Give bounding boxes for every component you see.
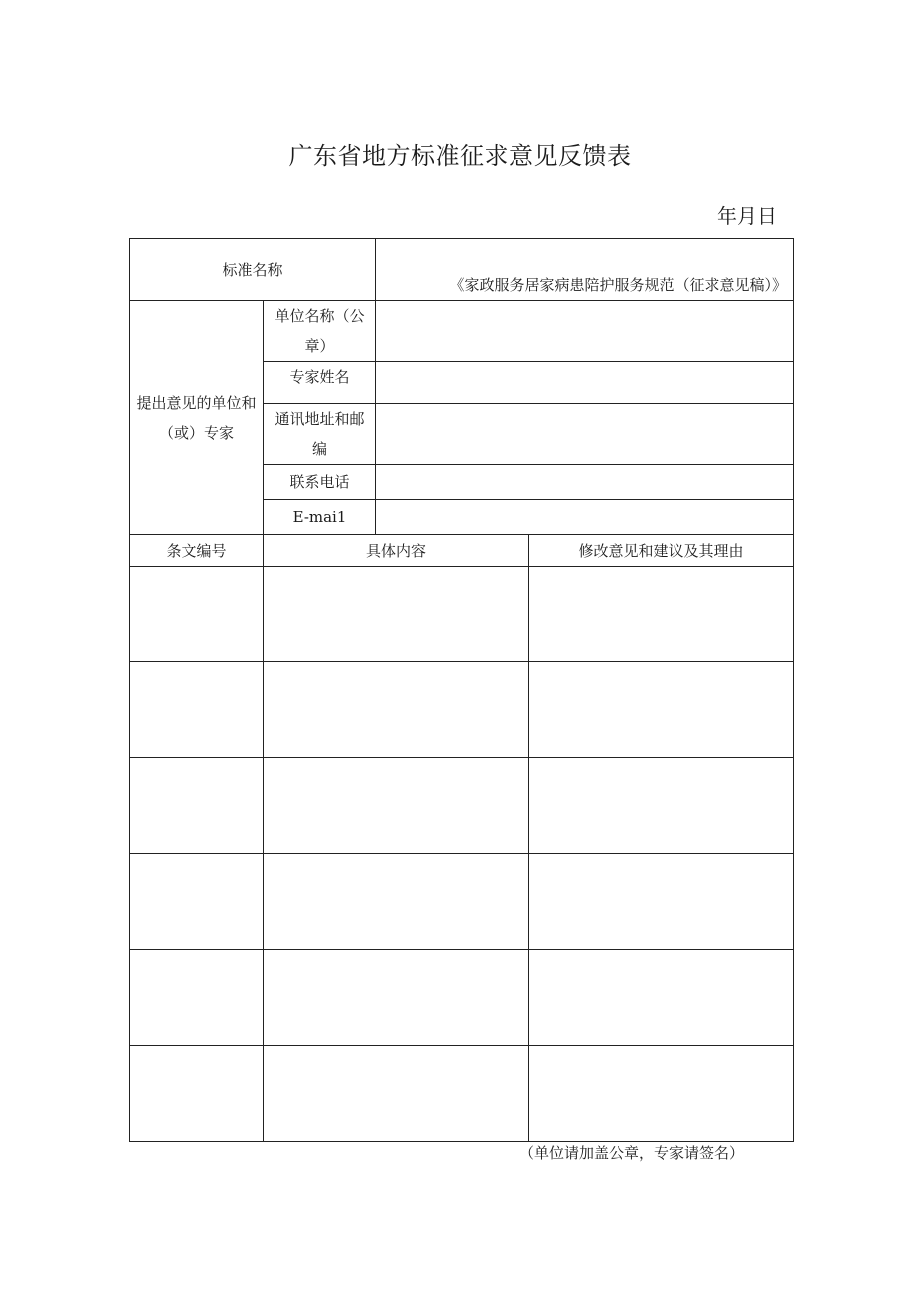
comment-row [130,662,794,758]
clause-cell[interactable] [130,1046,264,1142]
content-cell[interactable] [264,758,529,854]
comment-row [130,854,794,950]
standard-name-value[interactable]: 《家政服务居家病患陪护服务规范（征求意见稿）》 [376,239,794,301]
comment-row [130,758,794,854]
clause-cell[interactable] [130,567,264,662]
suggestion-cell[interactable] [529,1046,794,1142]
comment-row [130,950,794,1046]
submitter-group-label: 提出意见的单位和（或）专家 [130,301,264,535]
clause-number-header: 条文编号 [130,535,264,567]
comment-row [130,567,794,662]
content-cell[interactable] [264,662,529,758]
clause-cell[interactable] [130,662,264,758]
content-cell[interactable] [264,567,529,662]
phone-field[interactable] [376,465,794,500]
suggestion-cell[interactable] [529,950,794,1046]
phone-label: 联系电话 [264,465,376,500]
address-field[interactable] [376,404,794,465]
unit-name-label: 单位名称（公章） [264,301,376,362]
footer-note: （单位请加盖公章，专家请签名） [519,1144,745,1162]
content-header: 具体内容 [264,535,529,567]
content-cell[interactable] [264,1046,529,1142]
standard-name-label: 标准名称 [130,239,376,301]
address-label: 通讯地址和邮编 [264,404,376,465]
expert-name-label: 专家姓名 [264,362,376,404]
suggestion-cell[interactable] [529,567,794,662]
unit-name-row [130,301,794,362]
suggestion-cell[interactable] [529,758,794,854]
page-title: 广东省地方标准征求意见反馈表 [288,142,632,170]
feedback-form-table [129,238,794,1142]
date-label: 年月日 [717,204,777,228]
suggestion-cell[interactable] [529,662,794,758]
unit-name-field[interactable] [376,301,794,362]
expert-name-field[interactable] [376,362,794,404]
email-field[interactable] [376,500,794,535]
email-label: E-mai1 [264,500,376,535]
content-cell[interactable] [264,950,529,1046]
clause-cell[interactable] [130,854,264,950]
suggestion-cell[interactable] [529,854,794,950]
clause-cell[interactable] [130,758,264,854]
comments-header-row [130,535,794,567]
comment-row [130,1046,794,1142]
standard-name-row [130,239,794,301]
content-cell[interactable] [264,854,529,950]
clause-cell[interactable] [130,950,264,1046]
suggestion-header: 修改意见和建议及其理由 [529,535,794,567]
